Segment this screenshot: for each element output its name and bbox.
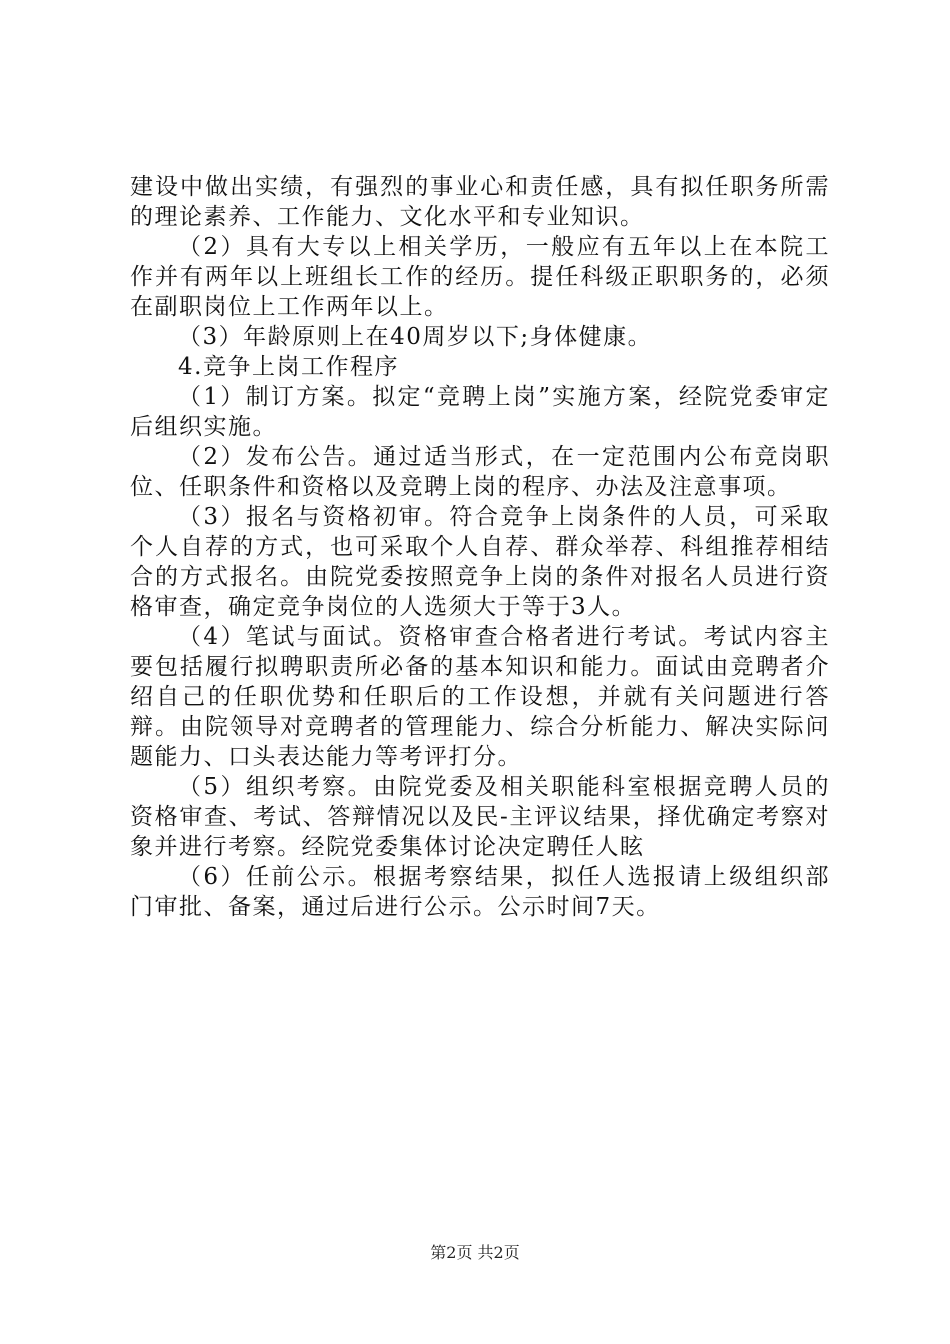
paragraph-item-2-education: （2）具有大专以上相关学历，一般应有五年以上在本院工作并有两年以上班组长工作的经历。提任科级正职职务的，必须在副职岗位上工作两年以上。 — [130, 234, 830, 320]
paragraph-step-6-publicity: （6）任前公示。根据考察结果，拟任人选报请上级组织部门审批、备案，通过后进行公示。公示时间7天。 — [130, 864, 830, 920]
section-heading-procedure: 4.竞争上岗工作程序 — [178, 354, 399, 380]
paragraph-step-3-register: （3）报名与资格初审。符合竞争上岗条件的人员，可采取个人自荐的方式，也可采取个人自荐、群众举荐、科组推荐相结合的方式报名。由院党委按照竞争上岗的条件对报名人员进行资格审查，确定竞争岗位的人选须大于等于3人。 — [130, 504, 830, 620]
paragraph-continuation: 建设中做出实绩，有强烈的事业心和责任感，具有拟任职务所需的理论素养、工作能力、文化水平和专业知识。 — [130, 174, 830, 230]
paragraph-step-5-inspect: （5）组织考察。由院党委及相关职能科室根据竞聘人员的资格审查、考试、答辩情况以及民-主评议结果，择优确定考察对象并进行考察。经院党委集体讨论决定聘任人眩 — [130, 774, 830, 860]
paragraph-item-3-age: （3）年龄原则上在40周岁以下;身体健康。 — [178, 324, 653, 350]
paragraph-step-1-plan: （1）制订方案。拟定“竞聘上岗”实施方案，经院党委审定后组织实施。 — [130, 384, 830, 440]
page-number-footer: 第2页 共2页 — [430, 1243, 520, 1262]
paragraph-step-4-exam: （4）笔试与面试。资格审查合格者进行考试。考试内容主要包括履行拟聘职责所必备的基本知识和能力。面试由竞聘者介绍自己的任职优势和任职后的工作设想，并就有关问题进行答辩。由院领导对竞聘者的管理能力、综合分析能力、解决实际问题能力、口头表达能力等考评打分。 — [130, 624, 830, 770]
document-body — [130, 172, 830, 922]
paragraph-step-2-announce: （2）发布公告。通过适当形式，在一定范围内公布竞岗职位、任职条件和资格以及竞聘上岗的程序、办法及注意事项。 — [130, 444, 830, 500]
